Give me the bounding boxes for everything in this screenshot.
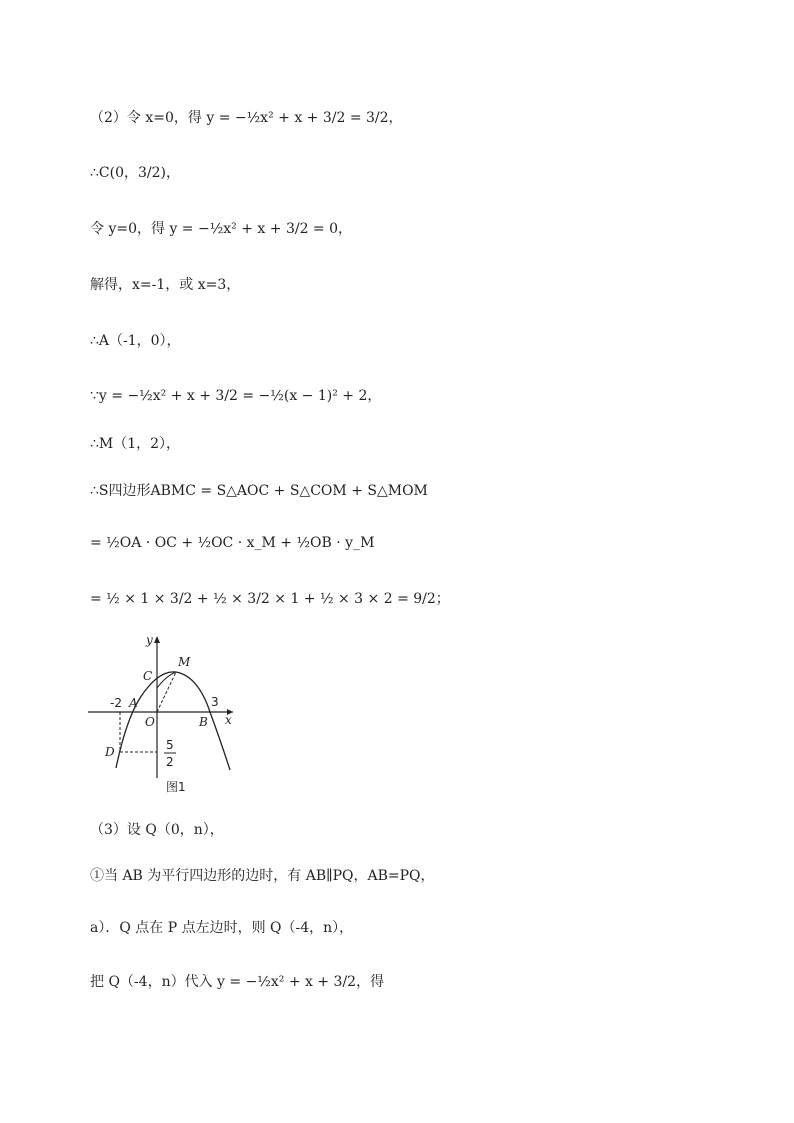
parabola-svg — [88, 630, 248, 780]
label-b: B — [199, 715, 208, 729]
label-y: y — [146, 633, 153, 647]
y-axis-arrow — [154, 636, 160, 643]
solution-line-12: ①当 AB 为平行四边形的边时，有 AB∥PQ，AB=PQ， — [90, 868, 435, 884]
parabola-figure — [88, 630, 248, 800]
label-neg2: -2 — [110, 696, 122, 710]
label-x: x — [225, 713, 232, 727]
label-d: D — [105, 745, 115, 759]
solution-line-8: ∴S四边形ABMC = S△AOC + S△COM + S△MOM — [90, 483, 428, 499]
solution-line-14: 把 Q（-4，n）代入 y = −½x² + x + 3/2，得 — [90, 974, 385, 990]
label-three: 3 — [211, 695, 219, 709]
solution-line-5: ∴A（-1，0）， — [90, 333, 181, 349]
solution-line-10: = ½ × 1 × 3/2 + ½ × 3/2 × 1 + ½ × 3 × 2 = 9/2； — [90, 591, 450, 607]
solution-line-6: ∵y = −½x² + x + 3/2 = −½(x − 1)² + 2， — [90, 388, 382, 404]
solution-line-7: ∴M（1，2）， — [90, 436, 181, 452]
label-c: C — [143, 669, 153, 683]
solution-line-1: （2）令 x=0，得 y = −½x² + x + 3/2 = 3/2， — [90, 110, 403, 126]
solution-line-2: ∴C(0，3/2)， — [90, 165, 180, 181]
solution-line-11: （3）设 Q（0，n）， — [90, 822, 224, 838]
label-a: A — [129, 696, 138, 710]
label-m: M — [178, 655, 191, 669]
solution-line-3: 令 y=0，得 y = −½x² + x + 3/2 = 0， — [90, 221, 353, 237]
figure-caption: 图1 — [166, 780, 186, 794]
solution-line-13: a）．Q 点在 P 点左边时，则 Q（-4，n）， — [90, 920, 354, 936]
label-frac-num: 5 — [166, 738, 174, 752]
label-frac-den: 2 — [166, 755, 174, 769]
label-o: O — [145, 715, 155, 729]
solution-line-9: = ½OA · OC + ½OC · x_M + ½OB · y_M — [90, 535, 375, 551]
solution-line-4: 解得，x=-1，或 x=3， — [90, 277, 241, 293]
chord-cm — [157, 672, 176, 688]
